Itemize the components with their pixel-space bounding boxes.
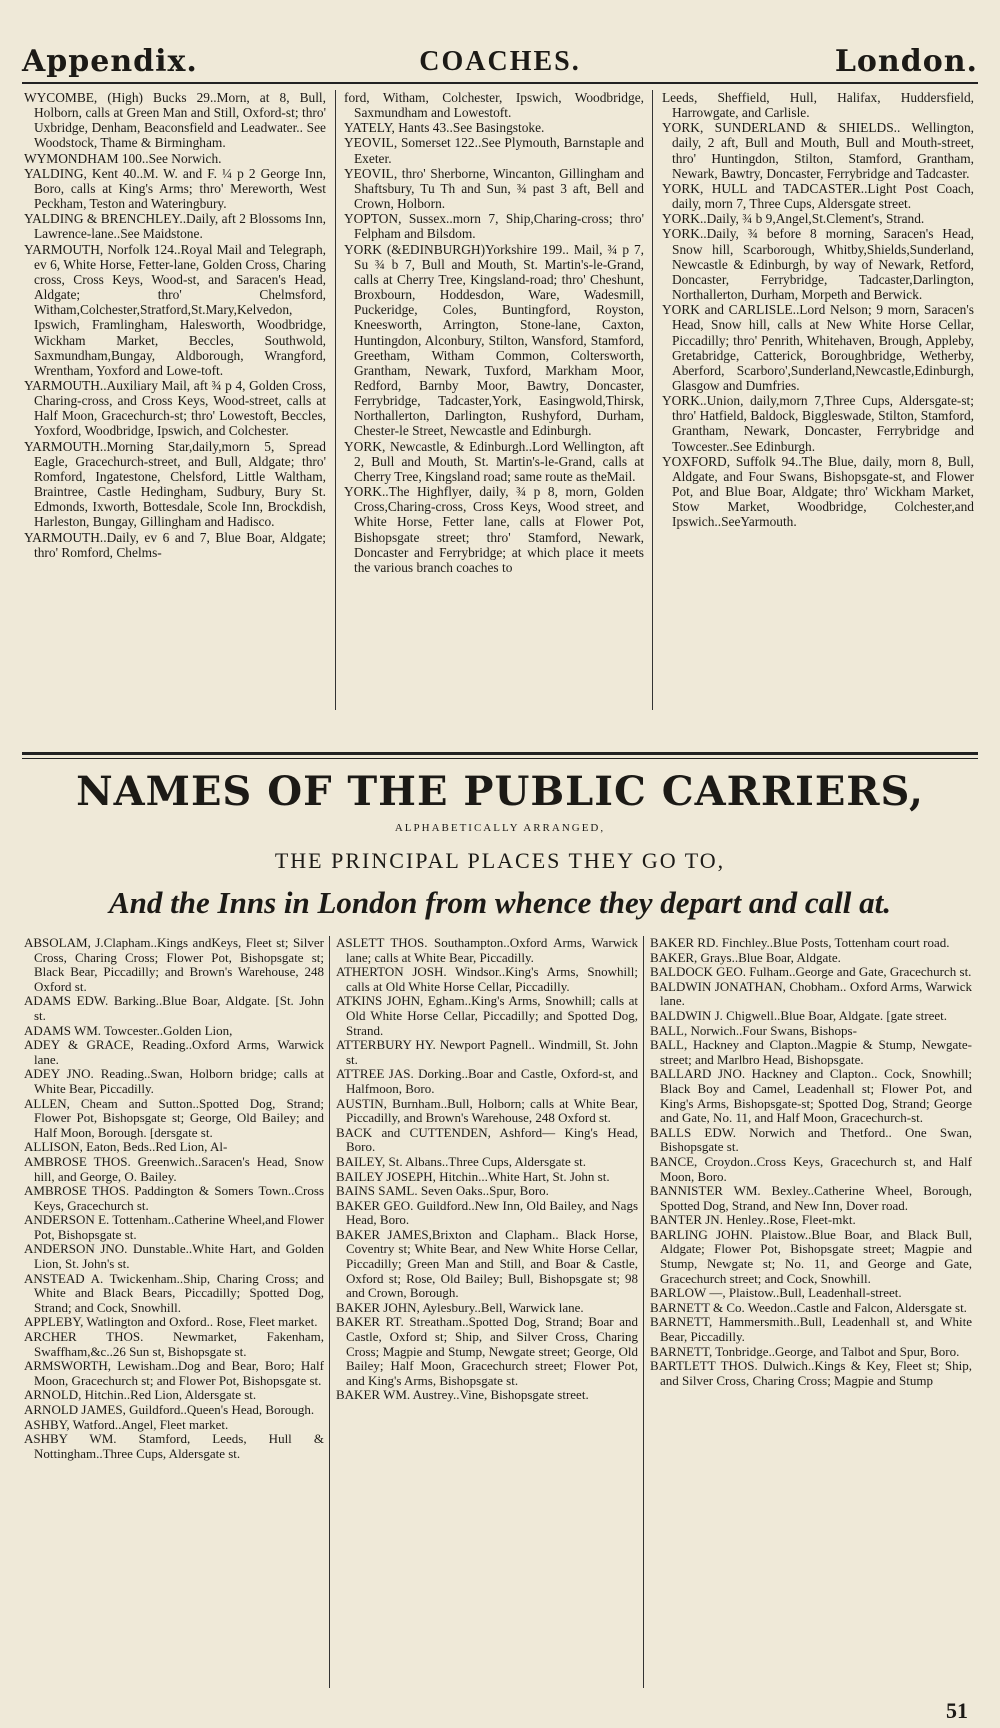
directory-entry: BAKER RT. Streatham..Spotted Dog, Strand; Boar and Castle, Oxford st; Ship, and Silver Cross, Charing Cross; Magpie and Stump, Newgate street; George, Old Bailey; Half Moon, Gracechurch street; Flower Pot, and King's Arms, Bishopsgate st.: [336, 1314, 638, 1388]
directory-entry: YARMOUTH..Auxiliary Mail, aft ¾ p 4, Golden Cross, Charing-cross, and Cross Keys, Wood-street, calls at Half Moon, Gracechurch-st; thro' Lowestoft, Beccles, Yoxford, Woodbridge, Ipswich, and Colchester.: [24, 377, 326, 439]
directory-entry: ASHBY, Watford..Angel, Fleet market.: [24, 1416, 229, 1432]
directory-entry: ADAMS EDW. Barking..Blue Boar, Aldgate. [St. John st.: [24, 993, 324, 1023]
directory-entry: YOXFORD, Suffolk 94..The Blue, daily, morn 8, Bull, Aldgate, and Four Swans, Bishopsgate-st, and Flower Pot, and Blue Boar, Aldgate; thro' Wickham Market, Stow Market, Woodbridge, Colchester,and Ipswich..SeeYarmouth.: [662, 453, 974, 530]
directory-entry: ATKINS JOHN, Egham..King's Arms, Snowhill; calls at Old White Horse Cellar, Piccadilly; and Spotted Dog, Strand.: [336, 993, 638, 1038]
directory-entry: AMBROSE THOS. Paddington & Somers Town..Cross Keys, Gracechurch st.: [24, 1183, 324, 1213]
directory-entry: YORK, Newcastle, & Edinburgh..Lord Wellington, aft 2, Bull and Mouth, St. Martin's-le-Grand, calls at Cherry Tree, Kingsland road; same route as theMail.: [344, 438, 644, 484]
directory-entry: BARTLETT THOS. Dulwich..Kings & Key, Fleet st; Ship, and Silver Cross, Charing Cross; Magpie and Stump: [650, 1358, 972, 1388]
directory-entry: BACK and CUTTENDEN, Ashford— King's Head, Boro.: [336, 1124, 638, 1155]
directory-entry: ABSOLAM, J.Clapham..Kings andKeys, Fleet st; Silver Cross, Charing Cross; Flower Pot, Bishopsgate st; Black Bear, Piccadilly; and Brown's Warehouse, 248 Oxford st.: [24, 936, 324, 994]
carriers-inns-heading: And the Inns in London from whence they depart and call at.: [109, 885, 891, 920]
carriers-column-3: [650, 936, 972, 1696]
directory-entry: BANTER JN. Henley..Rose, Fleet-mkt.: [650, 1212, 856, 1228]
directory-entry: YORK, HULL and TADCASTER..Light Post Coach, daily, morn 7, Three Cups, Aldersgate street.: [662, 180, 974, 212]
directory-entry: ARNOLD JAMES, Guildford..Queen's Head, Borough.: [24, 1402, 315, 1417]
directory-entry: BALLS EDW. Norwich and Thetford.. One Swan, Bishopsgate st.: [650, 1124, 972, 1155]
directory-entry: WYCOMBE, (High) Bucks 29..Morn, at 8, Bull, Holborn, calls at Green Man and Still, Oxford-st; thro' Uxbridge, Denham, Beaconsfield and Leadwater.. See Woodstock, Thame & Birmingham.: [24, 90, 326, 151]
directory-entry: ANSTEAD A. Twickenham..Ship, Charing Cross; and White and Black Bears, Piccadilly; Spotted Dog, Strand; and Cock, Snowhill.: [24, 1270, 324, 1315]
directory-entry: ASLETT THOS. Southampton..Oxford Arms, Warwick lane; calls at White Bear, Piccadilly.: [336, 936, 638, 965]
directory-entry: BARNETT & Co. Weedon..Castle and Falcon, Aldersgate st.: [650, 1299, 967, 1315]
directory-entry: YARMOUTH..Daily, ev 6 and 7, Blue Boar, Aldgate; thro' Romford, Chelms-: [24, 529, 326, 560]
directory-entry: AMBROSE THOS. Greenwich..Saracen's Head, Snow hill, and George, O. Bailey.: [24, 1153, 324, 1184]
directory-entry: YALDING, Kent 40..M. W. and F. ¼ p 2 George Inn, Boro, calls at King's Arms; thro' Mereworth, West Peckham, Teston and Wateringbury.: [24, 165, 326, 212]
directory-entry: YORK..Daily, ¾ before 8 morning, Saracen's Head, Snow hill, Scarborough, Whitby,Shields,Sunderland, Newcastle & Edinburgh, by way of Newark, Retford, Doncaster, Ferrybridge, Tadcaster,Darlington, Northallerton, Durham, Morpeth and Berwick.: [662, 226, 974, 303]
directory-entry: BAILEY, St. Albans..Three Cups, Aldersgate st.: [336, 1153, 586, 1169]
directory-entry: ALLISON, Eaton, Beds..Red Lion, Al-: [24, 1139, 228, 1155]
directory-entry: YARMOUTH..Morning Star,daily,morn 5, Spread Eagle, Gracechurch-street, and Bull, Aldgate; thro' Romford, Ingatestone, Chelsford, Little Waltham, Braintree, Castle Hedingham, Sudbury, Bury St. Edmonds, Ixworth, Bottesdale, Scole Inn, Brockdish, Harleston, Bungay, Gillingham and Hadisco.: [24, 438, 326, 530]
page-number: 51: [946, 1698, 968, 1723]
directory-entry: ARCHER THOS. Newmarket, Fakenham, Swaffham,&c..26 Sun st, Bishopsgate st.: [24, 1329, 324, 1359]
section-rule-thin: [22, 758, 978, 759]
directory-entry: BAKER JAMES,Brixton and Clapham.. Black Horse, Coventry st; White Bear, and New White Horse Cellar, Piccadilly; Green Man and Still, and Boar & Castle, Oxford st; Rose, Old Bailey; Bull, Bishopsgate st; 98 and Crown, Borough.: [336, 1226, 638, 1301]
directory-entry: BARLING JOHN. Plaistow..Blue Boar, and Black Bull, Aldgate; Flower Pot, Bishopsgate street; Magpie and Stump, Newgate st; No. 11, and George and Gate, Gracechurch street; and Cock, Snowhill.: [650, 1226, 972, 1286]
carriers-subtitle: ALPHABETICALLY ARRANGED,: [394, 822, 606, 834]
directory-entry: BALDWIN JONATHAN, Chobham.. Oxford Arms, Warwick lane.: [650, 978, 972, 1009]
directory-entry: YORK, SUNDERLAND & SHIELDS.. Wellington, daily, 2 aft, Bull and Mouth, Bull and Mouth-street, thro' Huntingdon, Stilton, Stamford, Grantham, Newark, Bawtry, Doncaster, Ferrybridge and Tadcaster.: [662, 120, 974, 181]
directory-entry: BALDWIN J. Chigwell..Blue Boar, Aldgate. [gate street.: [650, 1007, 947, 1023]
directory-entry: BALLARD JNO. Hackney and Clapton.. Cock, Snowhill; Black Boy and Camel, Leadenhall st; Flower Pot, and King's Arms, Bishopsgate-st; Spotted Dog, Strand; George and Gate, No. 11, and Half Moon, Gracechurch-st.: [650, 1066, 972, 1126]
directory-entry: ANDERSON JNO. Dunstable..White Hart, and Golden Lion, St. John's st.: [24, 1241, 324, 1272]
directory-entry: YORK..The Highflyer, daily, ¾ p 8, morn, Golden Cross,Charing-cross, Cross Keys, Wood street, and White Horse, Fetter lane, calls at Flower Pot, Bishopsgate street; thro' Stamford, Newark, Doncaster and Ferrybridge; at which place it meets the various branch coaches to: [344, 484, 644, 575]
directory-entry: ARNOLD, Hitchin..Red Lion, Aldersgate st.: [24, 1387, 257, 1403]
directory-entry: BALDOCK GEO. Fulham..George and Gate, Gracechurch st.: [650, 964, 972, 980]
header-section-title: COACHES.: [419, 46, 581, 77]
directory-entry: BARNETT, Hammersmith..Bull, Leadenhall st, and White Bear, Piccadilly.: [650, 1314, 972, 1345]
running-header: [22, 44, 978, 80]
directory-entry: Leeds, Sheffield, Hull, Halifax, Huddersfield, Harrowgate, and Carlisle.: [662, 90, 974, 121]
directory-entry: ATTREE JAS. Dorking..Boar and Castle, Oxford-st, and Halfmoon, Boro.: [336, 1066, 638, 1096]
directory-entry: YALDING & BRENCHLEY..Daily, aft 2 Blossoms Inn, Lawrence-lane..See Maidstone.: [24, 211, 326, 242]
carriers-places-heading: THE PRINCIPAL PLACES THEY GO TO,: [274, 848, 726, 873]
directory-entry: ford, Witham, Colchester, Ipswich, Woodbridge, Saxmundham and Lowestoft.: [344, 90, 644, 121]
column-divider: [643, 936, 644, 1688]
directory-entry: YEOVIL, Somerset 122..See Plymouth, Barnstaple and Exeter.: [344, 135, 644, 166]
column-divider: [652, 90, 653, 710]
column-divider: [335, 90, 336, 710]
directory-entry: BAILEY JOSEPH, Hitchin...White Hart, St. John st.: [336, 1168, 610, 1184]
directory-entry: BAKER GEO. Guildford..New Inn, Old Bailey, and Nags Head, Boro.: [336, 1197, 638, 1228]
directory-entry: BAINS SAML. Seven Oaks..Spur, Boro.: [336, 1183, 549, 1199]
directory-entry: YEOVIL, thro' Sherborne, Wincanton, Gillingham and Shaftsbury, Tu Th and Sun, ¾ past 3 aft, Bell and Crown, Holborn.: [344, 165, 644, 212]
header-london: London.: [834, 44, 978, 79]
directory-entry: ARMSWORTH, Lewisham..Dog and Bear, Boro; Half Moon, Gracechurch st; and Flower Pot, Bishopsgate st.: [24, 1358, 324, 1388]
directory-entry: ASHBY WM. Stamford, Leeds, Hull & Nottingham..Three Cups, Aldersgate st.: [24, 1431, 324, 1461]
directory-entry: ATTERBURY HY. Newport Pagnell.. Windmill, St. John st.: [336, 1037, 638, 1067]
directory-entry: BALL, Norwich..Four Swans, Bishops-: [650, 1022, 857, 1038]
directory-entry: ADEY & GRACE, Reading..Oxford Arms, Warwick lane.: [24, 1037, 324, 1067]
directory-entry: BALL, Hackney and Clapton..Magpie & Stump, Newgate-street; and Marlbro Head, Bishopsgate.: [650, 1037, 972, 1067]
directory-entry: BAKER JOHN, Aylesbury..Bell, Warwick lane.: [336, 1299, 584, 1315]
directory-entry: BAKER, Grays..Blue Boar, Aldgate.: [650, 949, 841, 965]
directory-entry: YORK..Union, daily,morn 7,Three Cups, Aldersgate-st; thro' Hatfield, Baldock, Biggleswade, Stilton, Stamford, Grantham, Newark, Doncaster, Ferrybridge and Towcester..See Edinburgh.: [662, 393, 974, 454]
carriers-title: NAMES OF THE PUBLIC CARRIERS,: [76, 768, 924, 815]
header-appendix: Appendix.: [22, 44, 198, 79]
directory-entry: YATELY, Hants 43..See Basingstoke.: [344, 120, 545, 136]
directory-entry: BAKER RD. Finchley..Blue Posts, Tottenham court road.: [650, 936, 950, 950]
carriers-column-1: [24, 936, 324, 1696]
directory-entry: BAKER WM. Austrey..Vine, Bishopsgate street.: [336, 1387, 589, 1403]
coaches-column-1: [24, 90, 326, 708]
carriers-column-2: [336, 936, 638, 1696]
directory-entry: YORK..Daily, ¾ b 9,Angel,St.Clement's, Strand.: [662, 211, 925, 227]
directory-entry: YOPTON, Sussex..morn 7, Ship,Charing-cross; thro' Felpham and Bilsdom.: [344, 211, 644, 242]
directory-entry: BARNETT, Tonbridge..George, and Talbot and Spur, Boro.: [650, 1343, 960, 1359]
directory-entry: ALLEN, Cheam and Sutton..Spotted Dog, Strand; Flower Pot, Bishopsgate st; George, Old Bailey; and Half Moon, Borough. [dersgate st.: [24, 1095, 324, 1140]
coaches-column-3: [662, 90, 974, 708]
directory-entry: ADEY JNO. Reading..Swan, Holborn bridge; calls at White Bear, Piccadilly.: [24, 1066, 324, 1096]
directory-entry: ANDERSON E. Tottenham..Catherine Wheel,and Flower Pot, Bishopsgate st.: [24, 1212, 324, 1242]
coaches-column-2: [344, 90, 644, 708]
directory-entry: ADAMS WM. Towcester..Golden Lion,: [24, 1022, 233, 1038]
directory-entry: ATHERTON JOSH. Windsor..King's Arms, Snowhill; calls at Old White Horse Cellar, Piccadilly.: [336, 964, 638, 994]
directory-entry: YARMOUTH, Norfolk 124..Royal Mail and Telegraph, ev 6, White Horse, Fetter-lane, Golden Cross, Charing cross, Cross Keys, Wood-st, and Saracen's Head, Aldgate; thro' Chelmsford, Witham,Colchester,Stratford,St.Mary,Kelvedon, Ipswich, Framlingham, Halesworth, Woodbridge, Wickham Market, Beccles, Southwold, Saxmundham,Bungay, Aldborough, Wrangford, Wrentham, Yoxford and Lowe-toft.: [24, 241, 326, 378]
header-rule: [22, 82, 978, 84]
directory-entry: BARLOW —, Plaistow..Bull, Leadenhall-street.: [650, 1285, 902, 1301]
directory-entry: YORK (&EDINBURGH)Yorkshire 199.. Mail, ¾ p 7, Su ¾ b 7, Bull and Mouth, St. Martin's-le-Grand, calls at Cherry Tree, Kingsland-road; thro' Cheshunt, Broxbourn, Hoddesdon, Ware, Wadesmill, Puckeridge, Coles, Buntingford, Royston, Kneesworth, Arrington, Stone-lane, Caxton, Huntingdon, Alconbury, Stilton, Wansford, Stamford, Greetham, Witham Common, Coltersworth, Grantham, Newark, Tuxford, Markham Moor, Redford, Barnby Moor, Bawtry, Doncaster, Ferrybridge, Tadcaster,York, Easingwold,Thirsk, Northallerton, Darlington, Rushyford, Durham, Chester-le Street, Newcastle and Edinburgh.: [344, 241, 644, 439]
directory-entry: WYMONDHAM 100..See Norwich.: [24, 150, 222, 166]
directory-entry: AUSTIN, Burnham..Bull, Holborn; calls at White Bear, Piccadilly, and Brown's Warehouse, 248 Oxford st.: [336, 1095, 638, 1126]
column-divider: [329, 936, 330, 1688]
section-rule-thick: [22, 752, 978, 755]
directory-entry: YORK and CARLISLE..Lord Nelson; 9 morn, Saracen's Head, Snow hill, calls at New White Horse Cellar, Piccadilly; thro' Penrith, Whitehaven, Brough, Appleby, Gretabridge, Catterick, Boroughbridge, Wetherby, Aberford, Scarboro',Sunderland,Newcastle,Edinburgh, Glasgow and Dumfries.: [662, 302, 974, 393]
directory-entry: APPLEBY, Watlington and Oxford.. Rose, Fleet market.: [24, 1314, 318, 1330]
directory-entry: BANCE, Croydon..Cross Keys, Gracechurch st, and Half Moon, Boro.: [650, 1153, 972, 1184]
directory-entry: BANNISTER WM. Bexley..Catherine Wheel, Borough, Spotted Dog, Strand, and New Inn, Dover road.: [650, 1183, 972, 1213]
